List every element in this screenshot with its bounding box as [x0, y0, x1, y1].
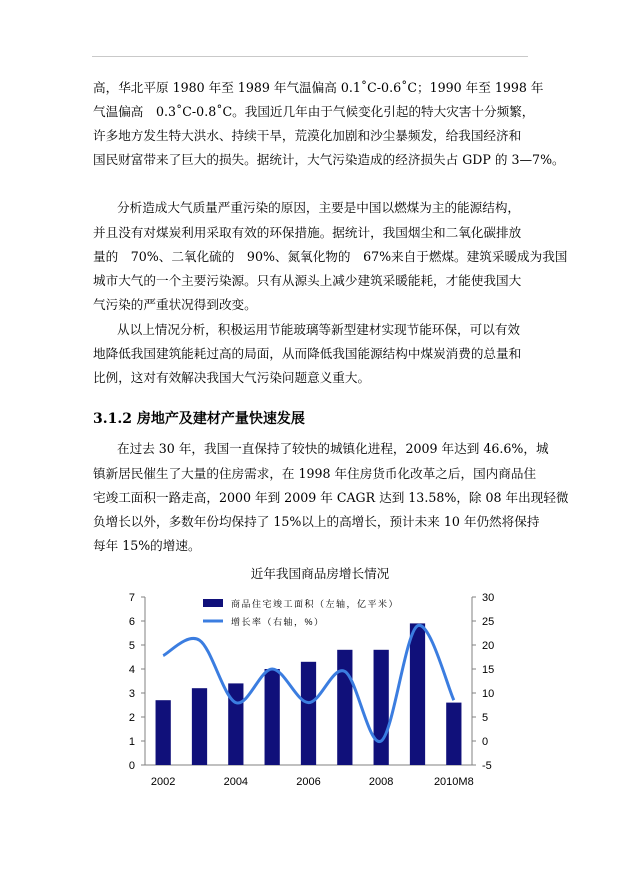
x-tick-label: 2002 — [150, 776, 176, 788]
bar — [301, 662, 316, 765]
x-tick-label: 2006 — [296, 776, 321, 788]
text-line: 许多地方发生特大洪水、持续干旱，荒漠化加剧和沙尘暴频发，给我国经济和 — [93, 128, 522, 143]
chart-title: 近年我国商品房增长情况 — [250, 566, 390, 581]
right-tick-label: 30 — [482, 592, 495, 604]
text-line: 地降低我国建筑能耗过高的局面，从而降低我国能源结构中煤炭消费的总量和 — [93, 346, 522, 361]
text-line: 分析造成大气质量严重污染的原因，主要是中国以燃煤为主的能源结构， — [117, 200, 520, 215]
header-rule — [92, 56, 528, 57]
left-tick-label: 7 — [128, 592, 135, 604]
text-line: 国民财富带来了巨大的损失。据统计，大气污染造成的经济损失占 GDP 的 3—7%。 — [93, 152, 565, 167]
bar — [265, 669, 280, 765]
bar — [446, 703, 461, 765]
left-tick-label: 1 — [128, 736, 135, 748]
left-tick-label: 5 — [128, 640, 135, 652]
bar — [374, 650, 389, 765]
x-tick-label: 2004 — [223, 776, 249, 788]
bar — [410, 623, 425, 765]
left-tick-label: 0 — [128, 760, 135, 772]
left-tick-label: 4 — [128, 664, 135, 676]
right-tick-label: 0 — [482, 736, 489, 748]
x-tick-label: 2008 — [368, 776, 394, 788]
left-tick-label: 3 — [128, 688, 135, 700]
left-tick-label: 2 — [128, 712, 135, 724]
right-tick-label: 10 — [482, 688, 495, 700]
right-tick-label: 5 — [482, 712, 489, 724]
text-line: 高，华北平原 1980 年至 1989 年气温偏高 0.1˚C-0.6˚C；1990 年至 1998 年 — [93, 80, 544, 95]
legend-bar-swatch — [203, 599, 223, 607]
x-tick-label: 2010M8 — [433, 776, 474, 788]
bar — [192, 688, 207, 765]
bar — [228, 683, 243, 765]
legend-bar-label: 商品住宅竣工面积（左轴，亿平米） — [231, 599, 400, 609]
text-line: 负增长以外，多数年份均保持了 15%以上的高增长，预计未来 10 年仍然将保持 — [93, 514, 540, 529]
text-line: 镇新居民催生了大量的住房需求，在 1998 年住房货币化改革之后，国内商品住 — [93, 466, 537, 481]
text-line: 量的 70%、二氧化硫的 90%、氮氧化物的 67%来自于燃煤。建筑采暖成为我国 — [93, 249, 568, 264]
growth-rate-line — [163, 625, 454, 741]
legend-line-label: 增长率（右轴，%） — [231, 617, 325, 627]
bar — [337, 650, 352, 765]
text-line: 每年 15%的增速。 — [93, 538, 201, 553]
section-heading: 3.1.2 房地产及建材产量快速发展 — [93, 411, 305, 427]
right-tick-label: 20 — [482, 640, 495, 652]
text-line: 比例，这对有效解决我国大气污染问题意义重大。 — [93, 370, 371, 385]
text-line: 气温偏高 0.3˚C-0.8˚C。我国近几年由于气候变化引起的特大灾害十分频繁， — [93, 104, 535, 119]
bar — [156, 700, 171, 765]
text-line: 在过去 30 年，我国一直保持了较快的城镇化进程，2009 年达到 46.6%，城 — [117, 441, 549, 456]
left-tick-label: 6 — [128, 616, 135, 628]
text-line: 从以上情况分析，积极运用节能玻璃等新型建材实现节能环保，可以有效 — [117, 322, 520, 337]
text-line: 宅竣工面积一路走高，2000 年到 2009 年 CAGR 达到 13.58%，除 08 年出现轻微 — [93, 490, 569, 505]
text-line: 气污染的严重状况得到改变。 — [93, 297, 257, 312]
text-line: 城市大气的一个主要污染源。只有从源头上减少建筑采暖能耗，才能使我国大 — [93, 273, 522, 288]
text-line: 并且没有对煤炭利用采取有效的环保措施。据统计，我国烟尘和二氧化碳排放 — [93, 225, 522, 240]
right-tick-label: -5 — [482, 760, 492, 772]
right-tick-label: 15 — [482, 664, 495, 676]
right-tick-label: 25 — [482, 616, 495, 628]
